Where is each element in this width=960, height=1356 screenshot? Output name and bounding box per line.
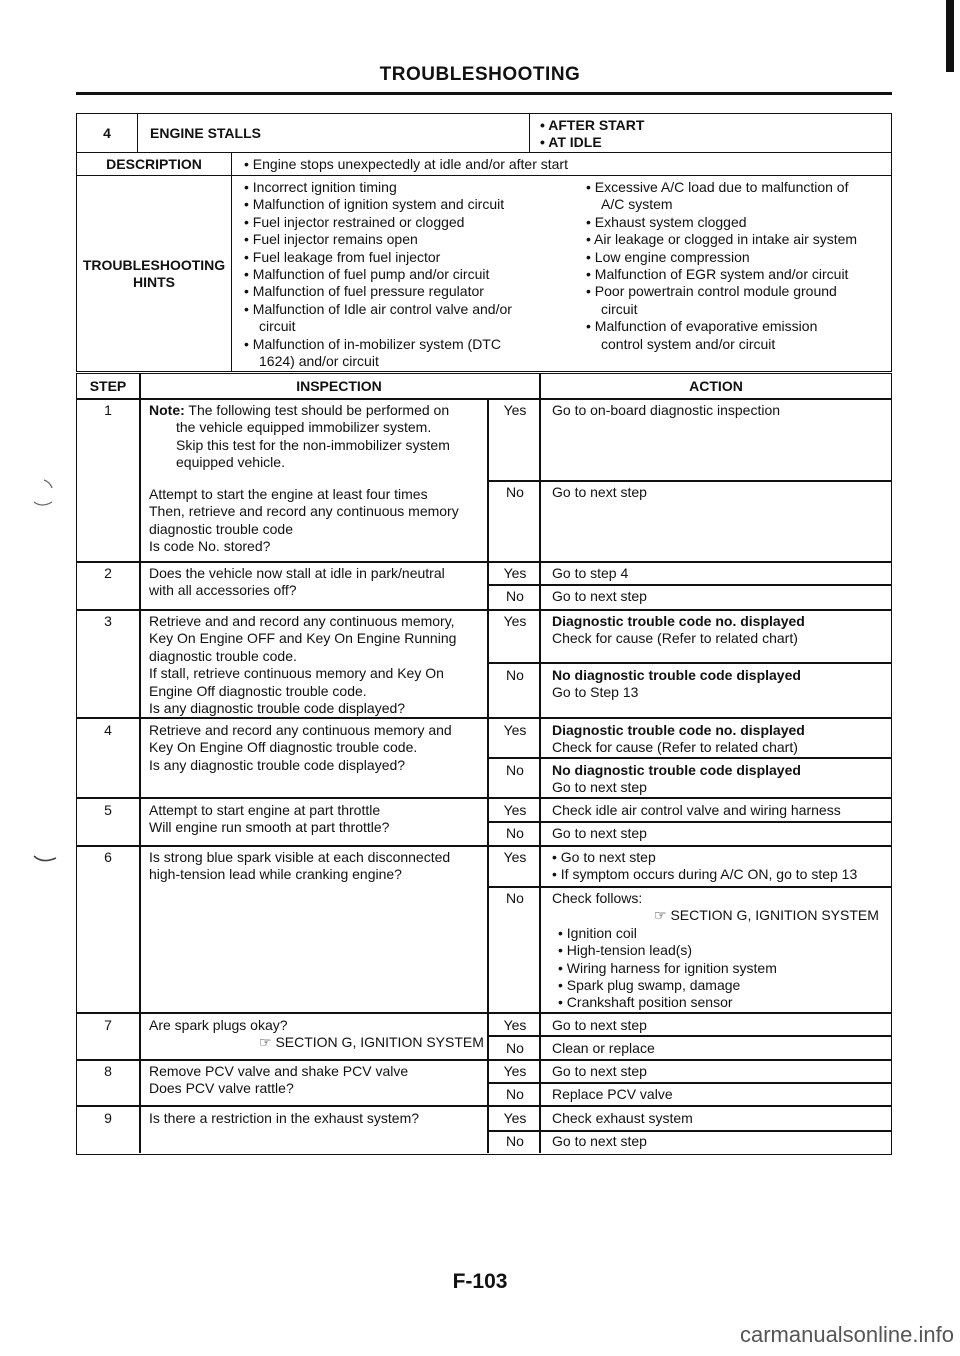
hint-item: • Malfunction of fuel pump and/or circuit [244, 266, 490, 283]
inspection-line: If stall, retrieve continuous memory and Key On [149, 665, 444, 682]
inspection-line: Does the vehicle now stall at idle in park/neutral [149, 565, 445, 581]
step-divider [77, 1012, 891, 1014]
action-text: Check follows: [552, 890, 643, 906]
inspection-line: Engine Off diagnostic trouble code. [149, 682, 367, 699]
inspection-line: Attempt to start the engine at least four times [149, 486, 428, 502]
margin-scan-mark [32, 848, 66, 873]
description-row [77, 153, 891, 176]
inspection-line: Retrieve and and record any continuous memory, [149, 613, 455, 629]
hint-item: • Malfunction of EGR system and/or circuit [586, 266, 849, 283]
step-divider [77, 1059, 891, 1061]
hint-item: • Low engine compression [586, 248, 750, 265]
action-text: Go to next step [552, 1133, 647, 1149]
steps-table [76, 373, 892, 1155]
inspection-line: diagnostic trouble code. [149, 647, 297, 664]
yes-no-divider [487, 662, 891, 664]
inspection-line: the vehicle equipped immobilizer system. [176, 419, 432, 436]
symptom-header [76, 113, 892, 372]
action-text: Replace PCV valve [552, 1086, 673, 1102]
answer-no: No [506, 825, 524, 841]
col-header-inspection: INSPECTION [296, 378, 382, 394]
answer-no: No [506, 762, 524, 778]
hints-column-left [232, 176, 564, 371]
step-divider [77, 797, 891, 799]
yes-no-divider [487, 1130, 891, 1132]
action-text: Diagnostic trouble code no. displayed [552, 722, 805, 738]
binder-edge-mark [946, 0, 954, 72]
symptom-title: ENGINE STALLS [138, 114, 530, 152]
hint-item: • Fuel injector remains open [244, 231, 418, 248]
answer-yes: Yes [503, 402, 527, 418]
hint-item: circuit [259, 318, 296, 335]
action-text: Go to next step [552, 1017, 647, 1033]
step-number: 3 [104, 613, 112, 629]
answer-yes: Yes [503, 565, 527, 581]
title-rule [76, 92, 892, 95]
note-label: Note: [149, 402, 185, 418]
col-divider-step [139, 374, 141, 1153]
answer-no: No [506, 890, 524, 906]
symptom-conditions [530, 114, 891, 152]
yes-no-divider [487, 886, 891, 888]
inspection-line: Is strong blue spark visible at each disconnected [149, 849, 451, 865]
answer-yes: Yes [503, 849, 527, 865]
answer-no: No [506, 1086, 524, 1102]
action-text: Go to Step 13 [552, 684, 639, 701]
action-text: Go to next step [552, 779, 647, 796]
step-number: 6 [104, 849, 112, 865]
inspection-line: high-tension lead while cranking engine? [149, 866, 402, 883]
hints-label [77, 176, 232, 371]
answer-yes: Yes [503, 1063, 527, 1079]
check-item: • Ignition coil [558, 924, 637, 941]
inspection-line: Is there a restriction in the exhaust system? [149, 1110, 420, 1126]
hint-item: A/C system [601, 196, 673, 213]
hint-item: • Fuel leakage from fuel injector [244, 248, 441, 265]
bracket-mark-icon [32, 848, 66, 870]
hint-item: • Excessive A/C load due to malfunction of [586, 179, 849, 195]
hint-item: control system and/or circuit [601, 335, 776, 352]
check-item: • High-tension lead(s) [558, 942, 693, 959]
action-text: Check exhaust system [552, 1110, 693, 1126]
hint-item: • Malfunction of fuel pressure regulator [244, 283, 484, 300]
page-number: F-103 [452, 1270, 508, 1293]
header-rule [77, 398, 891, 400]
hint-item: • Malfunction of Idle air control valve and/or [244, 300, 512, 317]
answer-yes: Yes [503, 613, 527, 629]
yes-no-divider [487, 584, 891, 586]
reference-line [552, 907, 879, 924]
margin-scan-mark [30, 478, 70, 515]
inspection-line: Then, retrieve and record any continuous memory [149, 503, 459, 520]
condition-at-idle: • AT IDLE [540, 134, 602, 150]
step-divider [77, 717, 891, 719]
step-number: 5 [104, 802, 112, 818]
hints-label-line: HINTS [133, 273, 175, 290]
action-text: No diagnostic trouble code displayed [552, 762, 801, 778]
inspection-line: Will engine run smooth at part throttle? [149, 819, 390, 836]
step-divider [77, 1105, 891, 1107]
answer-yes: Yes [503, 1110, 527, 1126]
action-text: Diagnostic trouble code no. displayed [552, 613, 805, 629]
step-divider [77, 609, 891, 611]
condition-after-start: • AFTER START [540, 117, 645, 133]
answer-no: No [506, 667, 524, 683]
hint-item: 1624) and/or circuit [259, 353, 379, 370]
action-text: Go to step 4 [552, 565, 629, 581]
bracket-mark-icon [30, 478, 70, 512]
action-text: Check idle air control valve and wiring harness [552, 802, 841, 818]
inspection-line: with all accessories off? [149, 582, 297, 599]
inspection-line: Is any diagnostic trouble code displayed? [149, 756, 406, 773]
hint-item: • Malfunction of evaporative emission [586, 318, 818, 335]
answer-yes: Yes [503, 722, 527, 738]
col-header-action: ACTION [689, 378, 743, 394]
col-header-step: STEP [89, 378, 127, 394]
section-reference: ☞ SECTION G, IGNITION SYSTEM [654, 907, 879, 924]
inspection-line: Is any diagnostic trouble code displayed? [149, 700, 406, 716]
answer-no: No [506, 588, 524, 604]
step-number: 9 [104, 1110, 112, 1126]
check-item: • Wiring harness for ignition system [558, 959, 777, 976]
answer-yes: Yes [503, 1017, 527, 1033]
yes-no-divider [487, 1082, 891, 1084]
check-item: • Spark plug swamp, damage [558, 977, 741, 993]
symptom-number: 4 [77, 114, 138, 152]
hints-label-line: TROUBLESHOOTING [82, 256, 226, 273]
step-number: 1 [104, 402, 112, 418]
action-text: Go to next step [552, 588, 647, 604]
inspection-line: Is code No. stored? [149, 538, 271, 555]
hints-column-right [564, 176, 891, 371]
inspection-line: Key On Engine OFF and Key On Engine Running [149, 630, 457, 647]
action-text: • Go to next step [552, 849, 656, 865]
action-text: Go to on-board diagnostic inspection [552, 402, 781, 418]
inspection-line: diagnostic trouble code [149, 520, 293, 537]
page-title: TROUBLESHOOTING [379, 64, 581, 85]
inspection-line: Attempt to start engine at part throttle [149, 802, 381, 818]
description-text: • Engine stops unexpectedly at idle and/or after start [244, 156, 568, 172]
action-text: Go to next step [552, 484, 647, 500]
inspection-line: Key On Engine Off diagnostic trouble code. [149, 739, 418, 756]
section-reference: ☞ SECTION G, IGNITION SYSTEM [259, 1034, 484, 1051]
hint-item: • Air leakage or clogged in intake air system [586, 231, 858, 248]
watermark: carmanualsonline.info [739, 1322, 954, 1347]
inspection-line: Skip this test for the non-immobilizer system [176, 436, 450, 453]
hint-item: • Poor powertrain control module ground [586, 283, 837, 300]
symptom-title-row [77, 114, 891, 153]
action-text: Go to next step [552, 825, 647, 841]
action-text: No diagnostic trouble code displayed [552, 667, 801, 683]
hint-item: circuit [601, 300, 638, 317]
action-text: Go to next step [552, 1063, 647, 1079]
reference-line [149, 1034, 484, 1051]
yes-no-divider [487, 1035, 891, 1037]
hint-item: • Exhaust system clogged [586, 213, 747, 230]
hint-item: • Fuel injector restrained or clogged [244, 213, 465, 230]
answer-no: No [506, 484, 524, 500]
step-divider [77, 845, 891, 847]
answer-no: No [506, 1133, 524, 1149]
yes-no-divider [487, 821, 891, 823]
hint-item: • Malfunction of ignition system and circuit [244, 196, 505, 213]
action-text: Check for cause (Refer to related chart) [552, 630, 798, 647]
yes-no-divider [487, 757, 891, 759]
note-text: The following test should be performed on [188, 402, 450, 418]
hint-item: • Malfunction of in-mobilizer system (DTC [244, 335, 501, 352]
answer-yes: Yes [503, 802, 527, 818]
description-label: DESCRIPTION [77, 153, 232, 175]
step-1-note [149, 402, 449, 419]
action-text: • If symptom occurs during A/C ON, go to step 13 [552, 866, 858, 883]
action-text: Clean or replace [552, 1040, 655, 1056]
inspection-line: Remove PCV valve and shake PCV valve [149, 1063, 409, 1079]
step-number: 8 [104, 1063, 112, 1079]
inspection-line: equipped vehicle. [176, 454, 285, 471]
hints-row [77, 176, 891, 371]
answer-no: No [506, 1040, 524, 1056]
inspection-line: Does PCV valve rattle? [149, 1080, 294, 1097]
inspection-line: Retrieve and record any continuous memory and [149, 722, 452, 738]
check-item: • Crankshaft position sensor [558, 994, 733, 1011]
step-number: 2 [104, 565, 112, 581]
step-number: 7 [104, 1017, 112, 1033]
step-divider [77, 561, 891, 563]
action-text: Check for cause (Refer to related chart) [552, 739, 798, 756]
yes-no-divider [487, 480, 891, 482]
hint-item: • Incorrect ignition timing [244, 179, 397, 195]
inspection-line: Are spark plugs okay? [149, 1017, 288, 1033]
step-number: 4 [104, 722, 112, 738]
